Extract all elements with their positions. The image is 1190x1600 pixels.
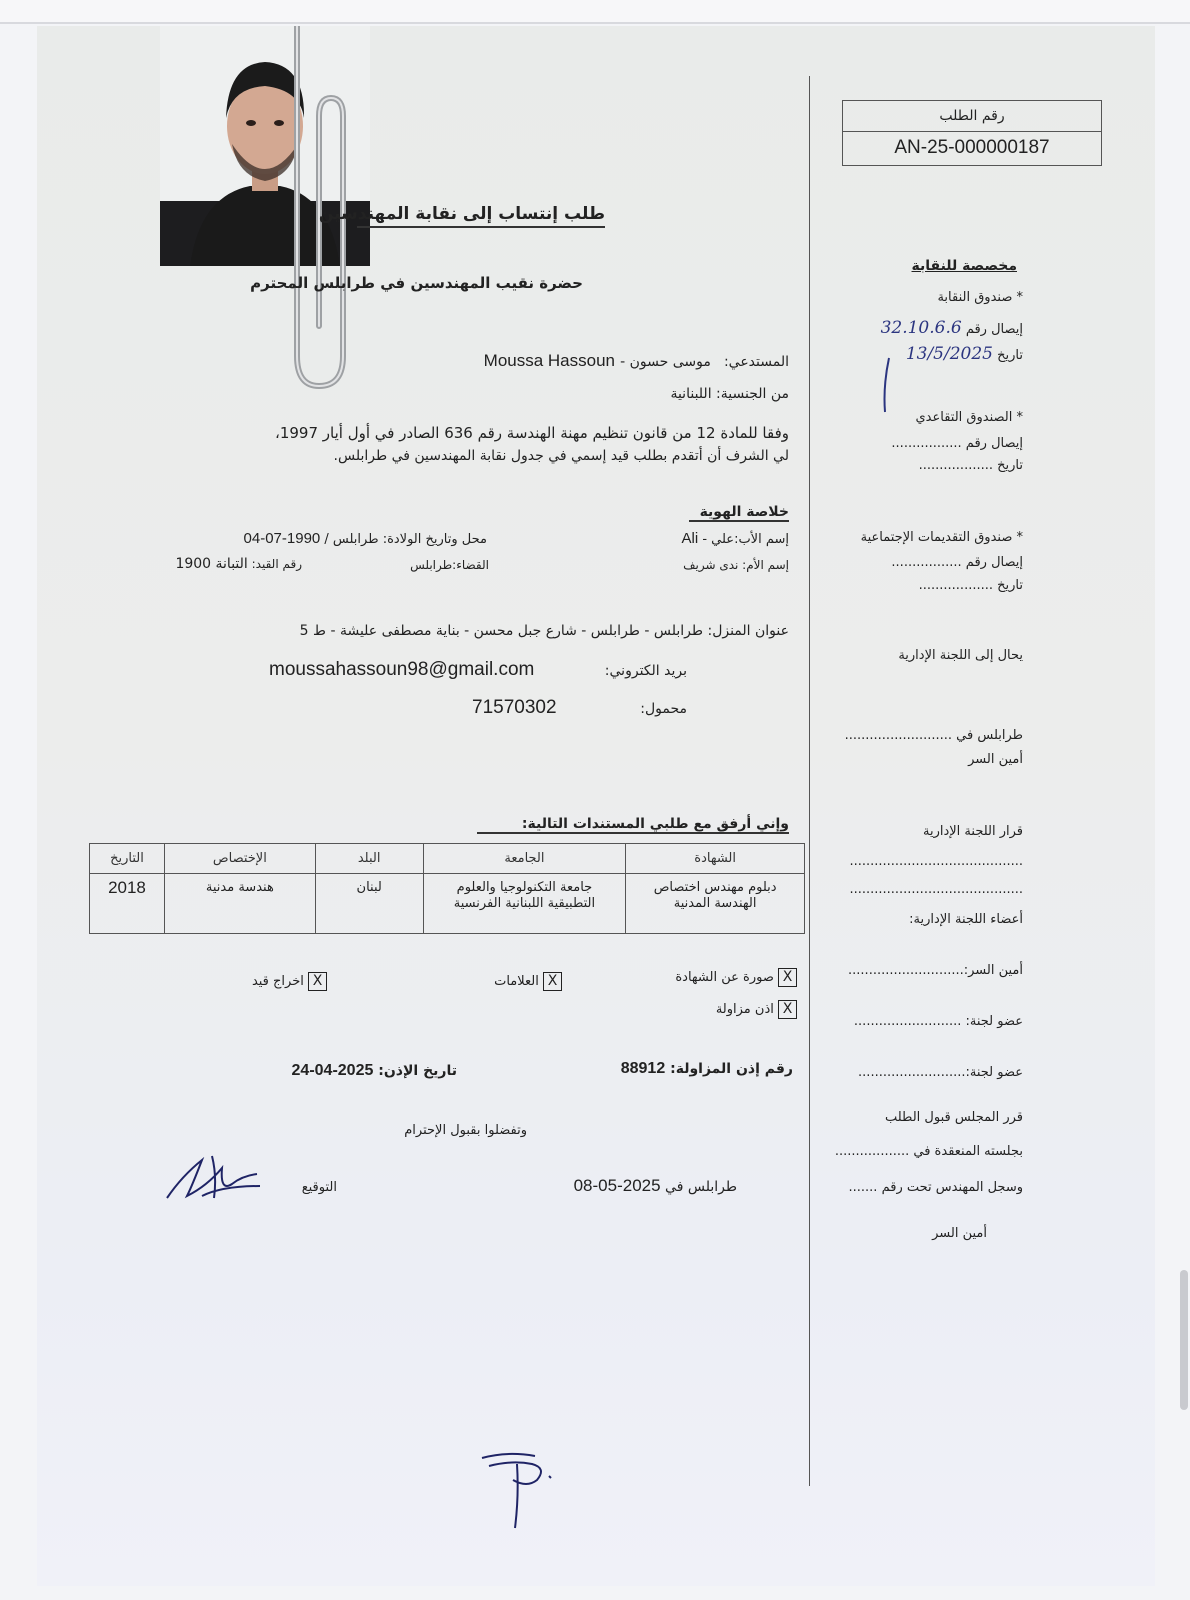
handwritten-stroke-icon bbox=[877, 356, 897, 416]
decision-line-2: .......................................... bbox=[849, 882, 1023, 897]
tripoli-in: طرابلس في .......................... bbox=[844, 728, 1023, 743]
table-row bbox=[90, 874, 805, 934]
permit-date: تاريخ الإذن: 2025-04-24 bbox=[291, 1062, 457, 1079]
request-number-box bbox=[842, 100, 1102, 166]
union-fund-receipt: إيصال رقم 32.10.6.6 bbox=[880, 318, 1023, 338]
sidebar-heading: مخصصة للنقابة bbox=[911, 258, 1017, 274]
column-divider bbox=[809, 76, 810, 1486]
column-country: البلد bbox=[315, 844, 423, 874]
pension-fund-title: * الصندوق التقاعدي bbox=[915, 410, 1023, 425]
secretary-label-2: أمين السر bbox=[932, 1226, 987, 1241]
checkbox-checked-icon: X bbox=[308, 972, 327, 991]
decision-line-1: .......................................... bbox=[849, 854, 1023, 869]
committee-decision: قرار اللجنة الإدارية bbox=[923, 824, 1023, 839]
signature-icon bbox=[162, 1146, 262, 1206]
checkbox-checked-icon: X bbox=[543, 972, 562, 991]
council-line-1: قرر المجلس قبول الطلب bbox=[884, 1110, 1023, 1125]
referral-label: يحال إلى اللجنة الإدارية bbox=[898, 648, 1023, 663]
cell-university: جامعة التكنولوجيا والعلوم التطبيقية اللبنانية الفرنسية bbox=[423, 874, 626, 934]
cell-year: 2018 bbox=[90, 874, 165, 934]
council-line-3: وسجل المهندس تحت رقم ....... bbox=[848, 1180, 1023, 1195]
birth-place-date: محل وتاريخ الولادة: طرابلس / 1990-07-04 bbox=[243, 530, 487, 547]
cell-specialty: هندسة مدنية bbox=[164, 874, 315, 934]
committee-member-2: عضو لجنة:.......................... bbox=[858, 1065, 1023, 1080]
cell-country: لبنان bbox=[315, 874, 423, 934]
member-secretary: أمين السر:............................ bbox=[848, 963, 1023, 978]
addressee: حضرة نقيب المهندسين في طرابلس المحترم bbox=[250, 274, 583, 292]
attachment-practice-permit: X اذن مزاولة bbox=[637, 1000, 797, 1019]
email-value: moussahassoun98@gmail.com bbox=[269, 659, 535, 680]
council-line-2: بجلسته المنعقدة في .................. bbox=[834, 1144, 1023, 1159]
applicant-label: المستدعي: bbox=[723, 354, 789, 370]
intro-line-2: لي الشرف أن أتقدم بطلب قيد إسمي في جدول نقابة المهندسين في طرابلس. bbox=[333, 448, 789, 464]
request-number-value: AN-25-000000187 bbox=[894, 137, 1050, 158]
checkbox-checked-icon: X bbox=[778, 1000, 797, 1019]
committee-member-1: عضو لجنة: .......................... bbox=[853, 1014, 1023, 1029]
signature-label: التوقيع bbox=[301, 1180, 337, 1195]
attachment-registry-extract: X اخراج قيد bbox=[187, 972, 327, 991]
intro-line-1: وفقا للمادة 12 من قانون تنظيم مهنة الهندسة رقم 636 الصادر في أول أيار 1997، bbox=[274, 424, 789, 442]
cell-degree: دبلوم مهندس اختصاص الهندسة المدنية bbox=[626, 874, 805, 934]
document-page bbox=[37, 26, 1155, 1586]
documents-heading: وإني أرفق مع طلبي المستندات التالية: bbox=[477, 816, 789, 834]
district: القضاء:طرابلس bbox=[410, 558, 489, 572]
applicant-line bbox=[437, 351, 789, 371]
applicant-name-ar: موسى حسون - bbox=[620, 354, 711, 370]
pension-fund-date: تاريخ .................. bbox=[918, 458, 1023, 473]
initials-mark-icon bbox=[477, 1446, 567, 1536]
column-date: التاريخ bbox=[90, 844, 165, 874]
closing-text: وتفضلوا بقبول الإحترام bbox=[404, 1123, 527, 1138]
applicant-name-en: Moussa Hassoun bbox=[483, 351, 615, 370]
checkbox-checked-icon: X bbox=[778, 968, 797, 987]
father-name: إسم الأب:علي - Ali bbox=[681, 530, 789, 547]
request-number-label: رقم الطلب bbox=[843, 101, 1101, 132]
scrollbar-thumb[interactable] bbox=[1180, 1270, 1188, 1410]
union-fund-title: * صندوق النقابة bbox=[937, 290, 1023, 305]
viewer-top-bar bbox=[0, 0, 1190, 24]
social-fund-receipt: إيصال رقم ................. bbox=[891, 555, 1023, 570]
column-university: الجامعة bbox=[423, 844, 626, 874]
mobile-value: 71570302 bbox=[472, 697, 557, 718]
email-label: بريد الكتروني: bbox=[604, 663, 687, 679]
attachment-certificate: X صورة عن الشهادة bbox=[597, 968, 797, 987]
identity-heading: خلاصة الهوية bbox=[689, 504, 789, 522]
home-address: عنوان المنزل: طرابلس - طرابلس - شارع جبل محسن - بناية مصطفى عليشة - ط 5 bbox=[299, 623, 789, 639]
committee-members-title: أعضاء اللجنة الإدارية: bbox=[909, 912, 1023, 927]
mobile-label: محمول: bbox=[640, 701, 687, 717]
column-specialty: الإختصاص bbox=[164, 844, 315, 874]
place-date: طرابلس في 2025-05-08 bbox=[573, 1176, 737, 1195]
registry-number: رقم القيد: التبانة 1900 bbox=[175, 556, 302, 572]
union-fund-date: تاريخ 13/5/2025 bbox=[905, 344, 1023, 364]
social-fund-title: * صندوق التقديمات الإجتماعية bbox=[860, 530, 1023, 545]
column-degree: الشهادة bbox=[626, 844, 805, 874]
secretary-label: أمين السر bbox=[968, 752, 1023, 767]
nationality: من الجنسية: اللبنانية bbox=[670, 386, 789, 402]
pension-fund-receipt: إيصال رقم ................. bbox=[891, 436, 1023, 451]
mother-name: إسم الأم: ندى شريف bbox=[683, 558, 789, 572]
attachment-grades: X العلامات bbox=[427, 972, 562, 991]
page-title: طلب إنتساب إلى نقابة المهندسين bbox=[357, 204, 605, 228]
social-fund-date: تاريخ .................. bbox=[918, 578, 1023, 593]
documents-table bbox=[89, 843, 805, 934]
table-header-row bbox=[90, 844, 805, 874]
permit-number: رقم إذن المزاولة: 88912 bbox=[620, 1060, 793, 1077]
